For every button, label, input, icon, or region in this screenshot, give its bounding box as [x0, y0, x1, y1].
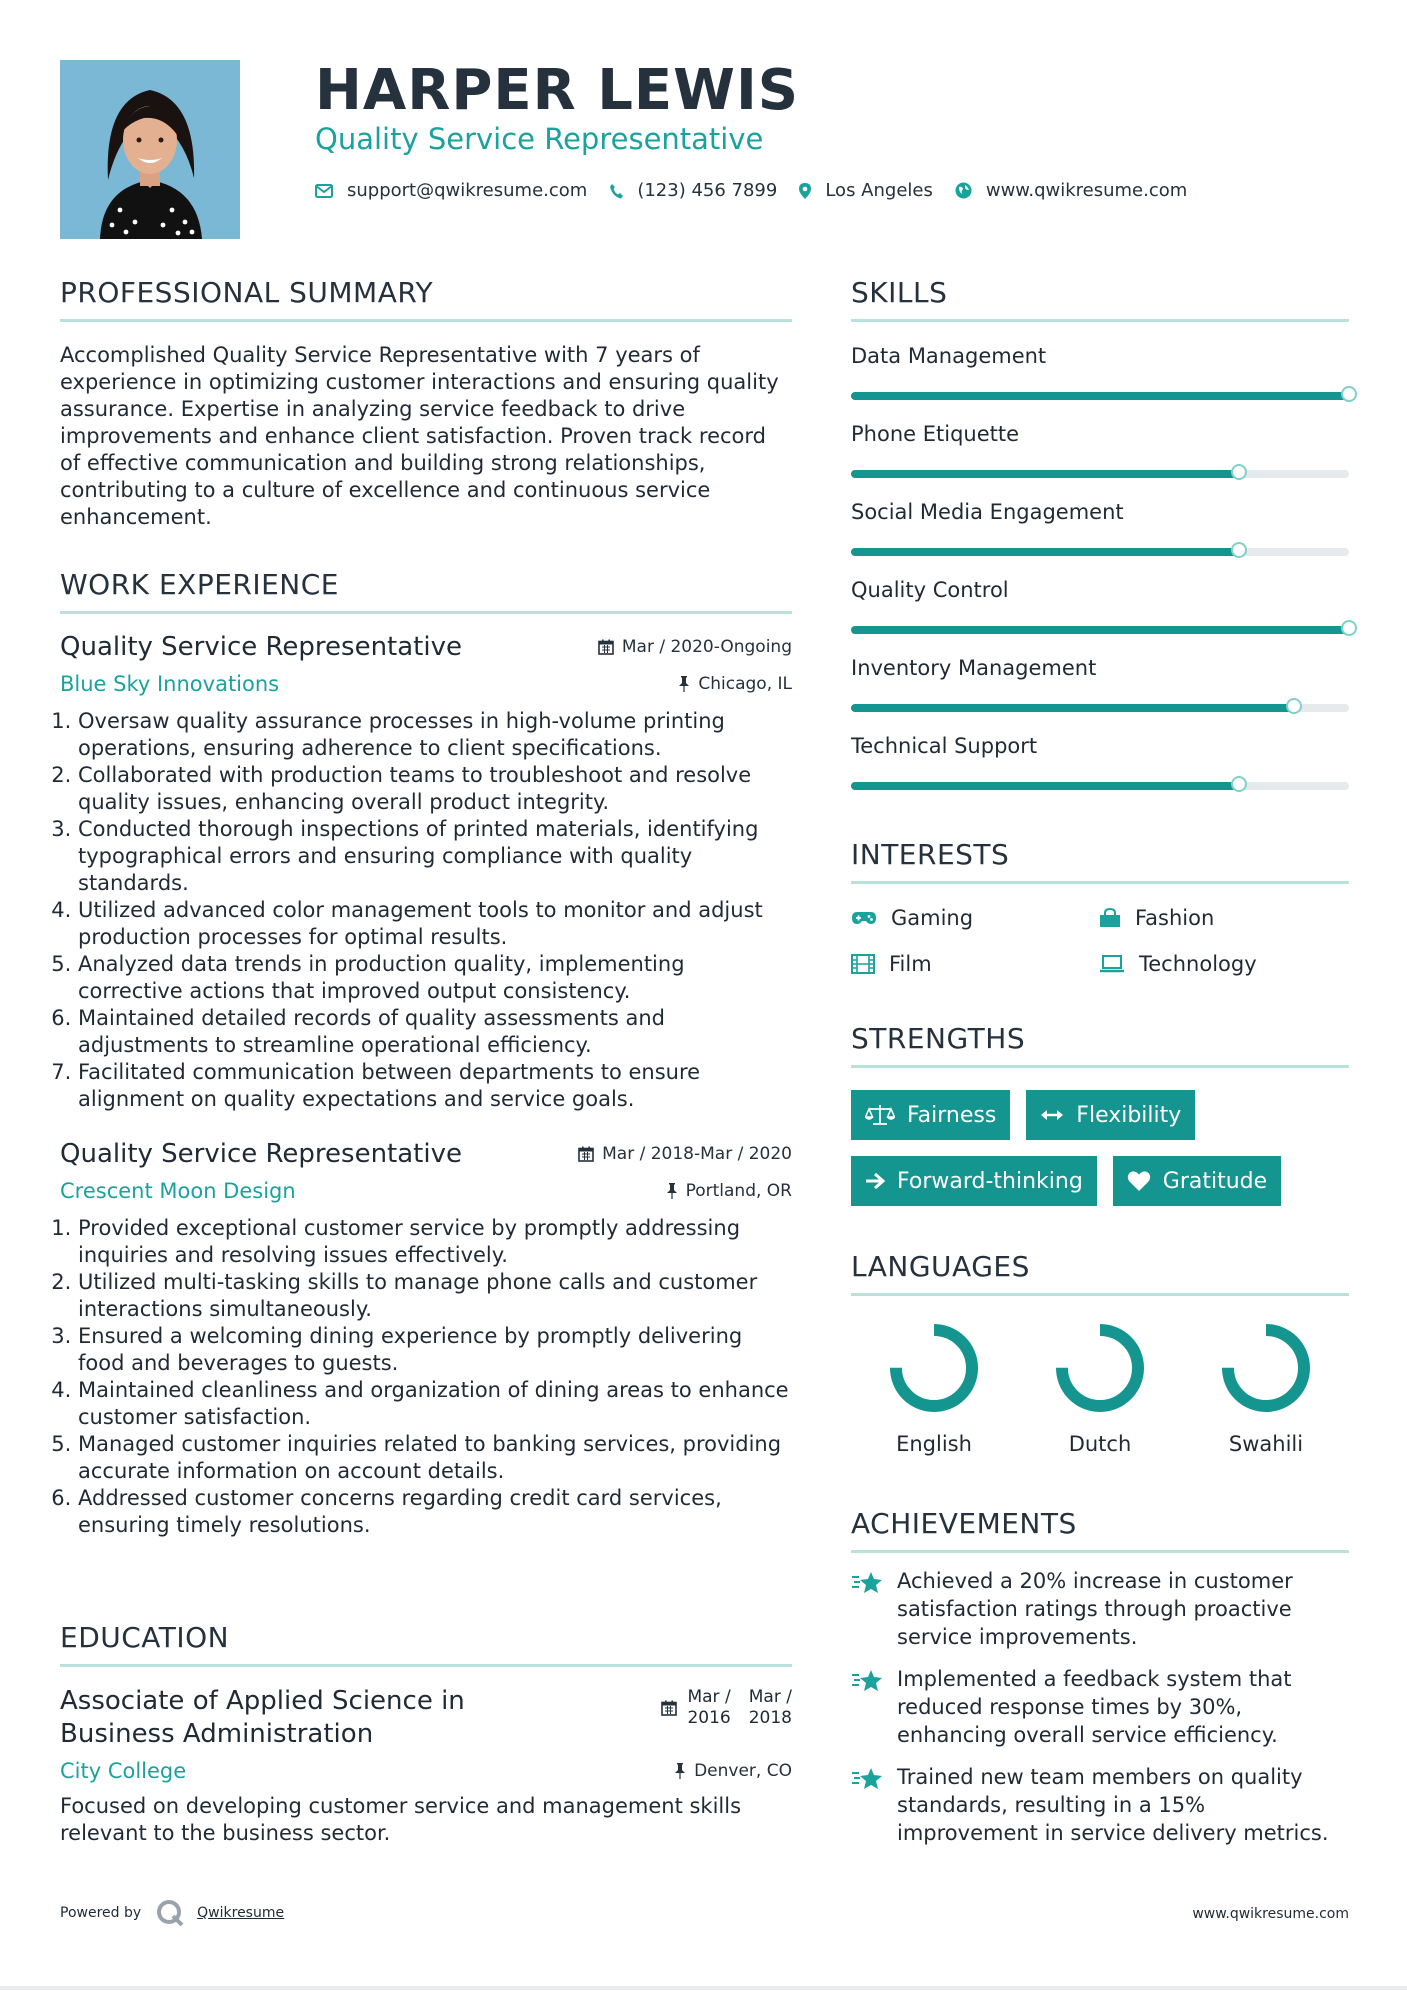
skill-level-knob	[1231, 542, 1247, 558]
footer-powered-by	[60, 1898, 284, 1928]
skill-item	[851, 344, 1349, 400]
skills-list	[851, 344, 1349, 790]
achievements-list	[851, 1567, 1349, 1847]
achievement-text: Implemented a feedback system that reduced response times by 30%, enhancing overall service efficiency.	[897, 1667, 1292, 1747]
job-location	[666, 1181, 792, 1201]
summary-heading: PROFESSIONAL SUMMARY	[60, 276, 434, 309]
strength-label: Flexibility	[1076, 1102, 1182, 1128]
list-item: 4. Utilized advanced color management tools to monitor and adjust production processes for optimal results.	[78, 897, 792, 951]
achievement-text: Achieved a 20% increase in customer satisfaction ratings through proactive service improvements.	[897, 1569, 1293, 1649]
contact-email[interactable]	[315, 180, 587, 201]
strengths-heading: STRENGTHS	[851, 1022, 1026, 1055]
skill-label: Technical Support	[851, 734, 1038, 758]
skill-level-knob	[1231, 464, 1247, 480]
list-item: 4. Maintained cleanliness and organization of dining areas to enhance customer satisfaction.	[78, 1377, 792, 1431]
skill-level-fill	[851, 782, 1239, 790]
pushpin-icon	[678, 676, 690, 692]
section-divider	[851, 1065, 1349, 1068]
section-divider	[60, 1664, 792, 1667]
skill-level-fill	[851, 470, 1239, 478]
contact-website-text: www.qwikresume.com	[985, 180, 1188, 201]
skill-level-fill	[851, 548, 1239, 556]
job-bullets	[60, 708, 792, 1113]
languages-section	[851, 1250, 1349, 1456]
pushpin-icon	[674, 1763, 686, 1779]
list-item: 2. Collaborated with production teams to troubleshoot and resolve quality issues, enhancing overall product integrity.	[78, 762, 792, 816]
list-item: 5. Analyzed data trends in production quality, implementing corrective actions that improved output consistency.	[78, 951, 792, 1005]
skill-level-fill	[851, 626, 1349, 634]
experience-section	[60, 568, 792, 1539]
candidate-role: Quality Service Representative	[315, 122, 764, 156]
skill-level-bar	[851, 392, 1349, 400]
school-name: City College	[60, 1759, 187, 1783]
list-item: 3. Ensured a welcoming dining experience by promptly delivering food and beverages to guests.	[78, 1323, 792, 1377]
skill-level-bar	[851, 548, 1349, 556]
language-label: Dutch	[1068, 1432, 1132, 1456]
achievement-item	[851, 1763, 1349, 1847]
globe-icon	[955, 182, 972, 199]
date-start-year: 2016	[687, 1708, 731, 1728]
skill-level-knob	[1231, 776, 1247, 792]
strength-tag	[851, 1156, 1097, 1206]
date-end-label: Mar /	[748, 1687, 792, 1707]
education-date	[661, 1687, 792, 1729]
section-divider	[851, 1293, 1349, 1296]
strengths-section	[851, 1022, 1349, 1222]
summary-section	[60, 276, 792, 531]
job-location-text: Portland, OR	[685, 1181, 792, 1201]
skill-label: Quality Control	[851, 578, 1009, 602]
contact-website[interactable]	[955, 180, 1187, 201]
skill-label: Inventory Management	[851, 656, 1097, 680]
language-label: English	[896, 1432, 972, 1456]
job-bullets	[60, 1215, 792, 1539]
footer-website-link[interactable]: www.qwikresume.com	[1192, 1906, 1349, 1922]
list-item: 1. Oversaw quality assurance processes in high-volume printing operations, ensuring adherence to client specifications.	[78, 708, 792, 762]
contact-location-text: Los Angeles	[825, 180, 933, 201]
language-level-arc	[1228, 1330, 1304, 1406]
list-item: 7. Facilitated communication between departments to ensure alignment on quality expectations and service goals.	[78, 1059, 792, 1113]
languages-heading: LANGUAGES	[851, 1250, 1030, 1283]
degree-title	[60, 1685, 465, 1751]
map-pin-icon	[799, 183, 811, 199]
skills-section	[851, 276, 1349, 790]
skill-level-knob	[1341, 620, 1357, 636]
shopping-bag-icon	[1099, 908, 1121, 928]
gamepad-icon	[851, 910, 877, 926]
powered-by-label: Powered by	[60, 1905, 142, 1921]
interest-label: Film	[889, 952, 932, 976]
strengths-tags	[851, 1090, 1349, 1222]
page-bottom-border	[0, 1986, 1407, 1990]
language-level-ring	[1054, 1322, 1146, 1414]
balance-scale-icon	[865, 1104, 895, 1126]
interests-list	[851, 906, 1349, 976]
job-date-text: Mar / 2020-Ongoing	[621, 637, 792, 657]
calendar-icon	[661, 1700, 677, 1716]
summary-text: Accomplished Quality Service Representative with 7 years of experience in optimizing customer interactions and ensuring quality assurance. Expertise in analyzing service feedback to drive improvements and enhance client satisfaction. Proven track record of effective communication and building strong relationships, contributing to a culture of excellence and continuous service enhancement.	[60, 343, 779, 529]
calendar-icon	[598, 639, 614, 655]
list-item: 5. Managed customer inquiries related to banking services, providing accurate information on account details.	[78, 1431, 792, 1485]
skill-label: Social Media Engagement	[851, 500, 1124, 524]
date-start-label: Mar /	[687, 1687, 731, 1707]
language-item	[851, 1322, 1017, 1456]
envelope-icon	[315, 184, 333, 198]
language-item	[1017, 1322, 1183, 1456]
skill-label: Phone Etiquette	[851, 422, 1020, 446]
footer-brand-link[interactable]: Qwikresume	[197, 1905, 285, 1921]
arrows-horizontal-icon	[1040, 1108, 1064, 1122]
film-icon	[851, 954, 875, 974]
skill-item	[851, 656, 1349, 712]
achievements-section	[851, 1507, 1349, 1847]
language-level-ring	[1220, 1322, 1312, 1414]
skill-label: Data Management	[851, 344, 1047, 368]
skill-level-fill	[851, 704, 1294, 712]
list-item: 6. Addressed customer concerns regarding credit card services, ensuring timely resolutions.	[78, 1485, 792, 1539]
strength-label: Gratitude	[1162, 1168, 1268, 1194]
job-location	[678, 674, 792, 694]
interests-section	[851, 838, 1349, 976]
section-divider	[851, 319, 1349, 322]
job-date-text: Mar / 2018-Mar / 2020	[602, 1144, 792, 1164]
laptop-icon	[1099, 955, 1125, 973]
job-title: Quality Service Representative	[60, 1139, 462, 1169]
section-divider	[851, 1550, 1349, 1553]
heart-icon	[1127, 1170, 1151, 1192]
interest-label: Fashion	[1135, 906, 1215, 930]
education-heading: EDUCATION	[60, 1621, 230, 1654]
strength-tag	[851, 1090, 1010, 1140]
experience-heading: WORK EXPERIENCE	[60, 568, 339, 601]
arrow-right-icon	[865, 1172, 885, 1190]
strength-tag	[1113, 1156, 1281, 1206]
achievement-item	[851, 1665, 1349, 1749]
pushpin-icon	[666, 1183, 678, 1199]
job-title: Quality Service Representative	[60, 632, 462, 662]
skill-level-knob	[1286, 698, 1302, 714]
education-location-text: Denver, CO	[694, 1761, 792, 1781]
shooting-star-icon	[851, 1765, 885, 1791]
degree-line: Associate of Applied Science in	[60, 1686, 465, 1716]
strength-label: Fairness	[907, 1102, 997, 1128]
interest-item	[1099, 906, 1347, 930]
job-location-text: Chicago, IL	[698, 674, 792, 694]
skill-item	[851, 734, 1349, 790]
section-divider	[60, 319, 792, 322]
strength-label: Forward-thinking	[897, 1168, 1083, 1194]
interest-label: Technology	[1139, 952, 1257, 976]
date-end-year: 2018	[748, 1708, 792, 1728]
shooting-star-icon	[851, 1667, 885, 1693]
skill-level-bar	[851, 626, 1349, 634]
interest-item	[851, 906, 1099, 930]
skill-item	[851, 500, 1349, 556]
skill-item	[851, 578, 1349, 634]
skill-level-fill	[851, 392, 1349, 400]
job-date	[578, 1144, 792, 1164]
contact-bar	[315, 180, 1209, 201]
language-label: Swahili	[1228, 1432, 1304, 1456]
achievement-text: Trained new team members on quality standards, resulting in a 15% improvement in service delivery metrics.	[897, 1765, 1329, 1845]
contact-phone-text: (123) 456 7899	[637, 180, 778, 201]
job-entry	[60, 632, 792, 1113]
list-item: 2. Utilized multi-tasking skills to manage phone calls and customer interactions simultaneously.	[78, 1269, 792, 1323]
list-item: 6. Maintained detailed records of quality assessments and adjustments to streamline operational efficiency.	[78, 1005, 792, 1059]
strength-tag	[1026, 1090, 1195, 1140]
candidate-name: HARPER LEWIS	[315, 58, 800, 123]
section-divider	[60, 611, 792, 614]
profile-photo	[60, 60, 240, 239]
language-item	[1183, 1322, 1349, 1456]
job-entry	[60, 1139, 792, 1539]
contact-phone[interactable]	[609, 180, 777, 201]
skills-heading: SKILLS	[851, 276, 948, 309]
achievement-item	[851, 1567, 1349, 1651]
education-text: Focused on developing customer service and management skills relevant to the business sector.	[60, 1794, 742, 1845]
interest-label: Gaming	[891, 906, 974, 930]
list-item: 3. Conducted thorough inspections of printed materials, identifying typographical errors and ensuring compliance with quality standards.	[78, 816, 792, 897]
language-level-arc	[1062, 1330, 1138, 1406]
skill-level-knob	[1341, 386, 1357, 402]
achievements-heading: ACHIEVEMENTS	[851, 1507, 1077, 1540]
skill-level-bar	[851, 782, 1349, 790]
language-level-ring	[888, 1322, 980, 1414]
shooting-star-icon	[851, 1569, 885, 1595]
qwikresume-logo-icon	[155, 1898, 185, 1928]
skill-level-bar	[851, 704, 1349, 712]
interests-heading: INTERESTS	[851, 838, 1010, 871]
skill-item	[851, 422, 1349, 478]
phone-icon	[609, 183, 623, 199]
section-divider	[851, 881, 1349, 884]
skill-level-bar	[851, 470, 1349, 478]
education-location	[674, 1761, 792, 1781]
education-section	[60, 1621, 792, 1847]
calendar-icon	[578, 1146, 594, 1162]
contact-location	[799, 180, 933, 201]
company-name: Blue Sky Innovations	[60, 672, 280, 696]
interest-item	[851, 952, 1099, 976]
list-item: 1. Provided exceptional customer service by promptly addressing inquiries and resolving issues effectively.	[78, 1215, 792, 1269]
interest-item	[1099, 952, 1347, 976]
language-level-arc	[896, 1330, 972, 1406]
company-name: Crescent Moon Design	[60, 1179, 296, 1203]
contact-email-text: support@qwikresume.com	[347, 180, 588, 201]
degree-line: Business Administration	[60, 1719, 374, 1749]
job-date	[598, 637, 792, 657]
languages-list	[851, 1322, 1349, 1456]
